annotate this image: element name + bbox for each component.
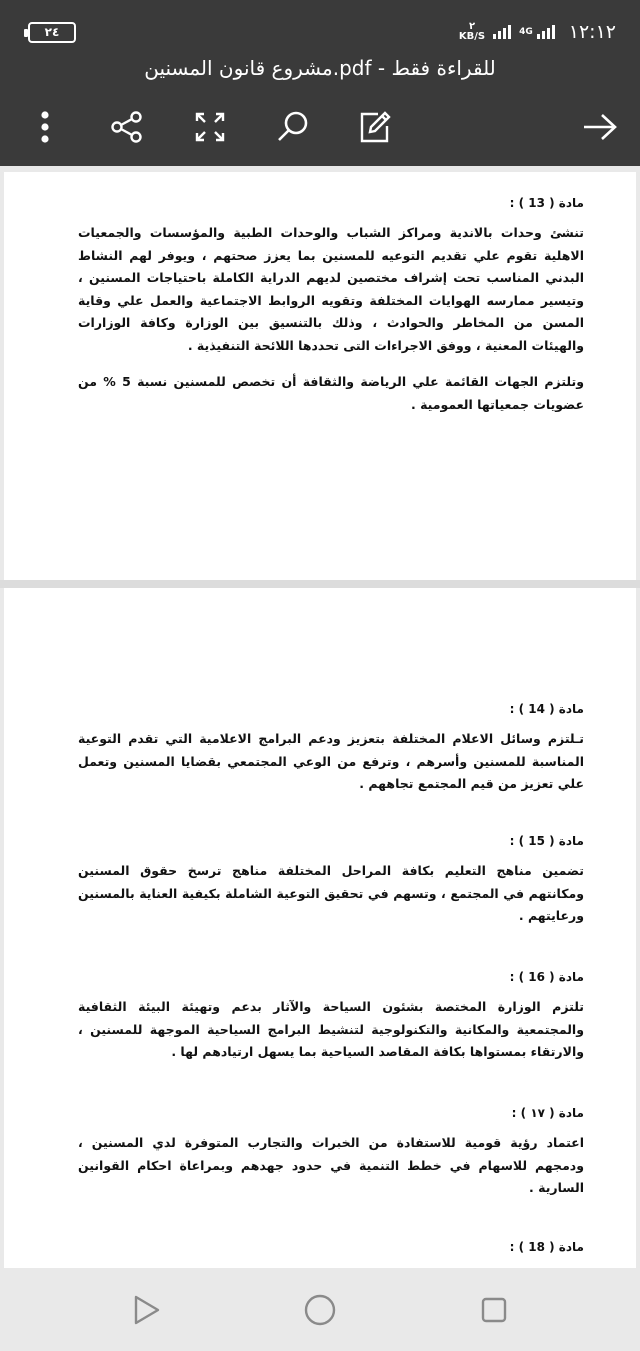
status-bar bbox=[0, 0, 640, 48]
article-title: مادة ( 13 ) : bbox=[509, 196, 584, 210]
more-vert-icon[interactable] bbox=[20, 102, 70, 152]
article-18 bbox=[78, 1240, 584, 1266]
signal-icon bbox=[537, 25, 555, 39]
article-15 bbox=[78, 834, 584, 928]
status-indicators bbox=[459, 20, 616, 44]
search-icon[interactable] bbox=[268, 102, 318, 152]
battery-level: ٢٤ bbox=[44, 25, 60, 39]
network-speed: ٢ KB/S bbox=[458, 21, 486, 42]
network-type: 4G bbox=[519, 27, 533, 37]
article-paragraph: اعتماد رؤية قومية للاستفادة من الخبرات والتجارب المتوفرة لدي المسنين ، ودمجهم للاسهام في خطط التنمية في حدود جهدهم وبمراعاة احكام القوانين السارية . bbox=[78, 1135, 584, 1195]
navigation-bar bbox=[0, 1268, 640, 1351]
article-title: مادة ( ١٧ ) : bbox=[511, 1106, 584, 1120]
document-title: مشروع قانون المسنين.pdf - للقراءة فقط bbox=[144, 56, 496, 80]
article-paragraph: تضمين مناهج التعليم بكافة المراحل المختلفة مناهج ترسخ حقوق المسنين ومكانتهم في المجتمع ، وتسهم في تحقيق التوعية الشاملة بكيفية العناية بالمسنين ورعايتهم . bbox=[78, 863, 584, 923]
article-paragraph: تنشئ وحدات بالاندية ومراكز الشباب والوحدات الطبية والمؤسسات والجمعيات الاهلية تقوم علي تقديم التوعيه للمسنين بما يعزز صحتهم ، ويوفر لهم النشاط البدني المناسب تحت إشراف مختصين لديهم الدراية الكاملة باحتياجات المسنين ، وتيسير ممارسه الهوايات المختلفة وتقويه الروابط الاجتماعية والعمل علي وقاية المسن من المخاطر والحوادث ، وذلك بالتنسيق بين الوزارة وكافة الوزارات والهيئات المعنية ، ووفق الاجراءات التى تحددها اللائحة التنفيذية . bbox=[78, 225, 584, 353]
article-paragraph: تـلتزم وسائل الاعلام المختلفة بتعزيز ودعم البرامج الاعلامية التي تقدم التوعية المناسبة للمسنين وأسرهم ، وترفع من الوعي المجتمعي بقضايا المسنين وتعمل علي تعزيز من قيم المجتمع تجاههم . bbox=[78, 731, 584, 791]
battery-indicator bbox=[28, 22, 76, 43]
data-activity-icon bbox=[493, 25, 511, 39]
pdf-page-2 bbox=[4, 588, 636, 1268]
recents-icon[interactable] bbox=[474, 1290, 514, 1330]
edit-icon[interactable] bbox=[350, 102, 400, 152]
clock: ١٢:١٢ bbox=[568, 21, 616, 43]
home-icon[interactable] bbox=[300, 1290, 340, 1330]
article-17 bbox=[78, 1106, 584, 1200]
article-13 bbox=[78, 196, 584, 416]
toolbar bbox=[0, 92, 640, 166]
article-title: مادة ( 18 ) : bbox=[509, 1240, 584, 1254]
back-icon[interactable] bbox=[126, 1290, 166, 1330]
page-separator bbox=[0, 580, 640, 588]
pdf-page-1 bbox=[4, 172, 636, 580]
article-14 bbox=[78, 702, 584, 796]
article-title: مادة ( 15 ) : bbox=[509, 834, 584, 848]
article-16 bbox=[78, 970, 584, 1064]
article-title: مادة ( 14 ) : bbox=[509, 702, 584, 716]
article-title: مادة ( 16 ) : bbox=[509, 970, 584, 984]
arrow-forward-icon[interactable] bbox=[575, 102, 625, 152]
article-paragraph: وتلتزم الجهات القائمة علي الرياضة والثقافة أن تخصص للمسنين نسبة 5 % من عضويات جمعياتها العمومية . bbox=[78, 374, 584, 412]
article-paragraph: تلتزم الوزارة المختصة بشئون السياحة والآثار بدعم وتهيئة البيئة الثقافية والمجتمعية والمكانية والتكنولوجية لتنشيط البرامج السياحية الموجهة للمسنين ، والارتقاء بمستواها بكافة المقاصد السياحية بما يسهل ارتيادهم لها . bbox=[78, 999, 584, 1059]
share-icon[interactable] bbox=[102, 102, 152, 152]
title-bar bbox=[0, 48, 640, 92]
fullscreen-icon[interactable] bbox=[185, 102, 235, 152]
